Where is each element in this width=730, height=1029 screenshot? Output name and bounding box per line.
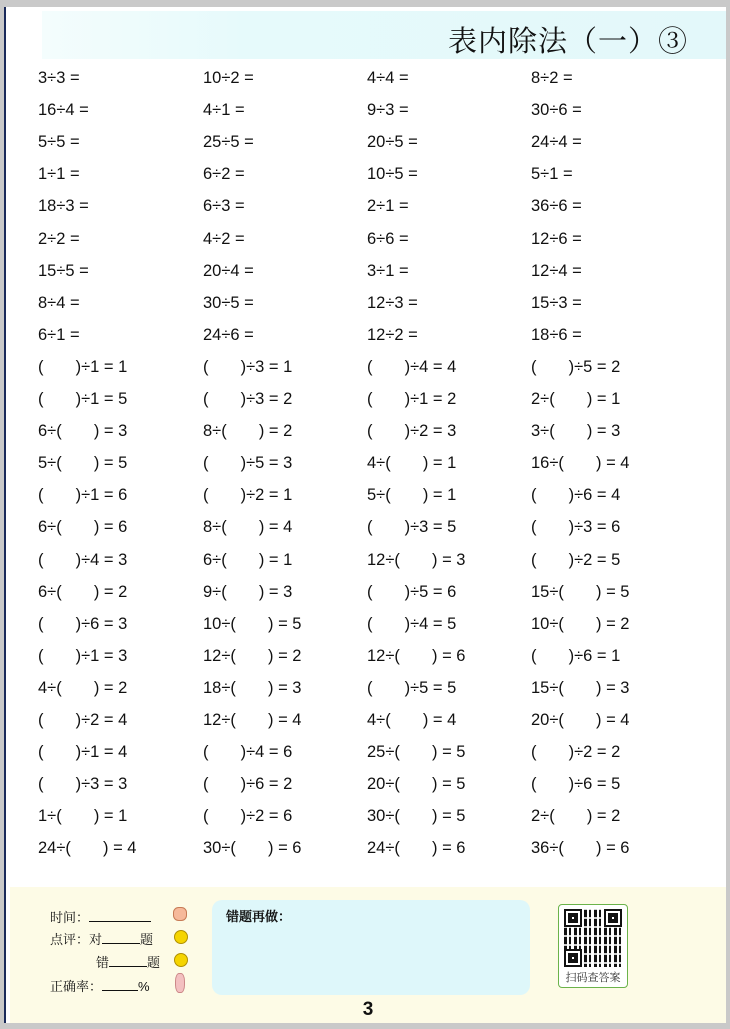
division-problem: 18÷6 = [531, 325, 582, 344]
division-problem[interactable]: 36÷( ) = 6 [531, 839, 630, 858]
division-problem[interactable]: 24÷( ) = 4 [38, 839, 137, 858]
division-problem: 20÷5 = [367, 133, 418, 152]
division-problem: 6÷3 = [203, 197, 245, 216]
division-problem[interactable]: 4÷( ) = 4 [367, 711, 457, 729]
division-problem[interactable]: ( )÷5 = 3 [203, 454, 293, 473]
division-problem[interactable]: 6÷( ) = 2 [38, 582, 128, 601]
division-problem[interactable]: ( )÷2 = 5 [531, 550, 621, 569]
division-problem[interactable]: 5÷( ) = 1 [367, 486, 457, 505]
division-problem: 4÷2 = [203, 229, 245, 248]
division-problem[interactable]: 10÷( ) = 2 [531, 614, 630, 633]
division-problem[interactable]: ( )÷1 = 4 [38, 743, 128, 762]
division-problem[interactable]: 20÷( ) = 5 [367, 775, 466, 794]
division-problem: 6÷1 = [38, 325, 80, 344]
time-field[interactable] [50, 907, 151, 926]
division-problem: 1÷1 = [38, 165, 80, 184]
division-problem[interactable]: ( )÷1 = 2 [367, 390, 457, 408]
redo-mistakes-box[interactable] [212, 900, 530, 995]
division-problem[interactable]: 20÷( ) = 4 [531, 711, 630, 729]
division-problem: 15÷3 = [531, 293, 582, 312]
division-problem: 24÷6 = [203, 325, 254, 344]
qr-caption: 扫码查答案 [565, 972, 621, 984]
division-problem: 2÷1 = [367, 197, 409, 216]
division-problem[interactable]: 12÷( ) = 6 [367, 646, 466, 665]
division-problem: 15÷5 = [38, 261, 89, 280]
division-problem[interactable]: 8÷( ) = 2 [203, 422, 293, 441]
division-problem: 8÷2 = [531, 69, 573, 87]
division-problem: 6÷6 = [367, 229, 409, 248]
time-label: 时间： [50, 910, 90, 925]
qr-finder [564, 949, 582, 967]
division-problem[interactable]: ( )÷2 = 2 [531, 743, 621, 762]
division-problem[interactable]: 15÷( ) = 3 [531, 678, 630, 697]
division-problem[interactable]: 12÷( ) = 2 [203, 646, 302, 665]
division-problem[interactable]: 30÷( ) = 6 [203, 839, 302, 858]
division-problem[interactable]: 18÷( ) = 3 [203, 678, 302, 697]
division-problem: 6÷2 = [203, 165, 245, 184]
division-problem: 12÷2 = [367, 325, 418, 344]
division-problem[interactable]: 3÷( ) = 3 [531, 422, 621, 441]
question-unit: 题 [140, 932, 154, 947]
division-problem[interactable]: ( )÷2 = 1 [203, 486, 293, 505]
answer-qr-code[interactable] [558, 904, 628, 988]
qr-finder [564, 909, 582, 927]
page-number: 3 [362, 999, 374, 1020]
division-problem[interactable]: ( )÷6 = 4 [531, 486, 621, 505]
division-problem[interactable]: 16÷( ) = 4 [531, 454, 630, 473]
division-problem[interactable]: ( )÷4 = 3 [38, 550, 128, 569]
division-problem: 30÷6 = [531, 101, 582, 120]
division-problem[interactable]: ( )÷3 = 6 [531, 518, 621, 537]
division-problem[interactable]: ( )÷2 = 4 [38, 711, 128, 729]
division-problem: 25÷5 = [203, 133, 254, 152]
division-problem[interactable]: ( )÷5 = 2 [531, 357, 621, 376]
wrong-label: 错 [96, 955, 110, 970]
division-problem[interactable]: 5÷( ) = 5 [38, 454, 128, 473]
rabbit-icon [175, 973, 185, 993]
division-problem[interactable]: ( )÷3 = 1 [203, 357, 293, 376]
wrong-count-field[interactable] [96, 952, 160, 971]
division-problem[interactable]: 4÷( ) = 2 [38, 678, 128, 697]
worksheet-page [4, 7, 726, 1023]
division-problem: 18÷3 = [38, 197, 89, 216]
division-problem: 24÷4 = [531, 133, 582, 152]
division-problem[interactable]: 10÷( ) = 5 [203, 614, 302, 633]
division-problem[interactable]: 6÷( ) = 1 [203, 550, 293, 569]
division-problem: 3÷1 = [367, 261, 409, 280]
title-banner [42, 11, 726, 59]
division-problem: 30÷5 = [203, 293, 254, 312]
smiley-face-icon [174, 930, 188, 944]
division-problem[interactable]: 24÷( ) = 6 [367, 839, 466, 858]
accuracy-label: 正确率： [50, 979, 103, 994]
division-problem[interactable]: ( )÷3 = 3 [38, 775, 128, 794]
division-problem[interactable]: ( )÷4 = 5 [367, 614, 457, 633]
division-problem[interactable]: ( )÷3 = 5 [367, 518, 457, 537]
page-binding-edge [4, 7, 6, 1023]
division-problem[interactable]: ( )÷4 = 6 [203, 743, 293, 762]
review-label: 点评： [50, 932, 90, 947]
redo-label: 错题再做： [226, 909, 292, 924]
division-problem: 10÷2 = [203, 69, 254, 87]
division-problem[interactable]: 6÷( ) = 6 [38, 518, 128, 537]
division-problem[interactable]: ( )÷2 = 3 [367, 422, 457, 441]
qr-finder [604, 909, 622, 927]
division-problem[interactable]: ( )÷4 = 4 [367, 357, 457, 376]
division-problem: 12÷4 = [531, 261, 582, 280]
correct-label: 对 [89, 932, 103, 947]
division-problem[interactable]: 25÷( ) = 5 [367, 743, 466, 762]
division-problem: 9÷3 = [367, 101, 409, 120]
division-problem[interactable]: ( )÷5 = 5 [367, 678, 457, 697]
division-problem[interactable]: ( )÷1 = 5 [38, 390, 128, 408]
correct-count-field[interactable] [50, 929, 153, 948]
division-problem[interactable]: 2÷( ) = 1 [531, 390, 621, 408]
pig-icon [173, 907, 187, 921]
division-problem: 12÷6 = [531, 229, 582, 248]
division-problem[interactable]: ( )÷1 = 3 [38, 646, 128, 665]
page-title: 表内除法（一）③ [447, 26, 688, 58]
division-problem: 3÷3 = [38, 69, 80, 87]
division-problem[interactable]: 4÷( ) = 1 [367, 454, 457, 473]
division-problem[interactable]: 1÷( ) = 1 [38, 807, 128, 826]
division-problem: 4÷4 = [367, 69, 409, 87]
division-problem: 12÷3 = [367, 293, 418, 312]
division-problem: 4÷1 = [203, 101, 245, 120]
division-problem: 16÷4 = [38, 101, 89, 120]
division-problem[interactable]: ( )÷1 = 1 [38, 357, 128, 376]
percent-sign: % [138, 979, 150, 994]
accuracy-field[interactable] [50, 976, 150, 995]
division-problem: 20÷4 = [203, 261, 254, 280]
sad-face-icon [174, 953, 188, 967]
division-problem[interactable]: ( )÷6 = 5 [531, 775, 621, 794]
division-problem[interactable]: 9÷( ) = 3 [203, 582, 293, 601]
division-problem[interactable]: 6÷( ) = 3 [38, 422, 128, 441]
footer-panel [10, 887, 726, 1023]
division-problem: 8÷4 = [38, 293, 80, 312]
division-problem: 36÷6 = [531, 197, 582, 216]
division-problem[interactable]: ( )÷3 = 2 [203, 390, 293, 408]
division-problem[interactable]: ( )÷6 = 2 [203, 775, 293, 794]
division-problem[interactable]: ( )÷6 = 3 [38, 614, 128, 633]
division-problem[interactable]: 12÷( ) = 4 [203, 711, 302, 729]
division-problem[interactable]: 8÷( ) = 4 [203, 518, 293, 537]
division-problem[interactable]: 2÷( ) = 2 [531, 807, 621, 826]
division-problem: 2÷2 = [38, 229, 80, 248]
division-problem: 5÷1 = [531, 165, 573, 184]
division-problem[interactable]: 15÷( ) = 5 [531, 582, 630, 601]
division-problem: 10÷5 = [367, 165, 418, 184]
division-problem: 5÷5 = [38, 133, 80, 152]
division-problem[interactable]: ( )÷1 = 6 [38, 486, 128, 505]
division-problem[interactable]: 30÷( ) = 5 [367, 807, 466, 826]
division-problem[interactable]: ( )÷6 = 1 [531, 646, 621, 665]
question-unit: 题 [147, 955, 161, 970]
division-problem[interactable]: ( )÷2 = 6 [203, 807, 293, 826]
division-problem[interactable]: ( )÷5 = 6 [367, 582, 457, 601]
division-problem[interactable]: 12÷( ) = 3 [367, 550, 466, 569]
